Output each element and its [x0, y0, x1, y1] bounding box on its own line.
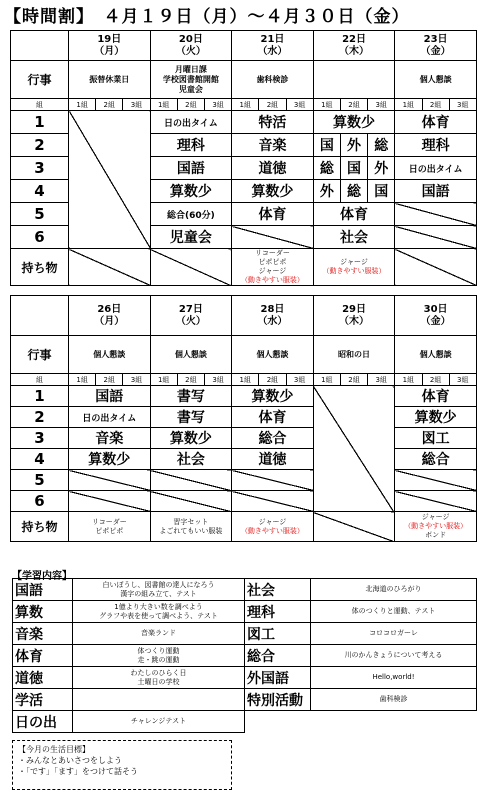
goal-title: 【今月の生活目標】 — [18, 745, 90, 754]
items-label: 持ち物 — [11, 512, 69, 542]
subject-cell: 道徳 — [232, 157, 314, 180]
goal-item: ・「です」「ます」をつけて話そう — [18, 767, 138, 776]
class-name: 1組 — [69, 374, 96, 386]
subject-cell: 総 — [313, 157, 340, 180]
learning-table — [12, 578, 477, 733]
learning-desc: 音楽ランド — [73, 623, 245, 645]
day-header — [69, 296, 151, 336]
subject-cell: 道徳 — [232, 449, 314, 470]
date: 21日 — [260, 33, 285, 45]
class-name: 3組 — [368, 99, 395, 111]
learning-row — [13, 711, 477, 733]
class-name: 3組 — [204, 374, 231, 386]
weekday: （水） — [257, 315, 288, 327]
subject-cell: 国語 — [395, 180, 477, 203]
weekday: （月） — [94, 315, 125, 327]
timetable-week2 — [10, 295, 477, 542]
items-cell — [313, 249, 395, 286]
class-name: 1組 — [232, 99, 259, 111]
learning-subject: 日の出 — [13, 711, 73, 733]
date: 22日 — [342, 33, 366, 45]
learning-desc: 川のかんきょうについて考える — [311, 645, 477, 667]
period-number: 3 — [11, 428, 69, 449]
learning-subject: 理科 — [245, 601, 311, 623]
class-name: 2組 — [177, 374, 204, 386]
day-header — [395, 31, 477, 61]
subject-cell: 国語 — [69, 386, 151, 407]
class-name: 2組 — [96, 374, 123, 386]
learning-subject: 社会 — [245, 579, 311, 601]
learning-subject: 体育 — [13, 645, 73, 667]
items-note: （動きやすい服装） — [240, 526, 304, 535]
items-cell — [150, 249, 232, 286]
items-text: ジャージ — [258, 517, 287, 526]
subject-cell: 日の出タイム — [69, 407, 151, 428]
event-cell: 個人懇談 — [69, 336, 151, 374]
event-cell: 個人懇談 — [150, 336, 232, 374]
subject-cell: 総 — [340, 180, 367, 203]
subject-cell: 算数少 — [150, 428, 232, 449]
period-row — [11, 449, 477, 470]
period-row — [11, 428, 477, 449]
subject-cell: 児童会 — [150, 226, 232, 249]
class-name: 1組 — [232, 374, 259, 386]
date: 30日 — [423, 303, 448, 315]
learning-subject: 特別活動 — [245, 689, 311, 711]
period-number: 3 — [11, 157, 69, 180]
class-name: 3組 — [123, 99, 150, 111]
period-number: 6 — [11, 226, 69, 249]
items-cell — [395, 512, 477, 542]
subject-cell: 理科 — [395, 134, 477, 157]
date-header-row — [11, 31, 477, 61]
items-cell — [232, 512, 314, 542]
subject-cell: 算数少 — [395, 407, 477, 428]
learning-desc: 1億より大きい数を調べよう グラフや表を使って調べよう、テスト — [73, 601, 245, 623]
timetable-week1 — [10, 30, 477, 286]
learning-title: 【学習内容】 — [12, 571, 72, 582]
period-number: 6 — [11, 491, 69, 512]
date: 19日 — [97, 33, 122, 45]
items-text: リコーダー ピポピポ — [91, 517, 127, 535]
items-label: 持ち物 — [11, 249, 69, 286]
empty-cell — [69, 470, 151, 491]
event-cell: 個人懇談 — [232, 336, 314, 374]
period-number: 1 — [11, 386, 69, 407]
class-name: 2組 — [422, 374, 449, 386]
holiday-cell — [313, 386, 395, 512]
class-name: 2組 — [177, 99, 204, 111]
learning-row — [13, 645, 477, 667]
learning-desc: チャレンジテスト — [73, 711, 245, 733]
date: 26日 — [97, 303, 122, 315]
class-name: 2組 — [96, 99, 123, 111]
items-row — [11, 512, 477, 542]
period-number: 1 — [11, 111, 69, 134]
subject-cell: 算数少 — [313, 111, 395, 134]
subject-cell: 国 — [313, 134, 340, 157]
subject-cell: 外 — [340, 134, 367, 157]
subject-cell: 総合 — [395, 449, 477, 470]
items-text: ジャージ — [340, 258, 368, 266]
subject-cell: 総合 — [232, 428, 314, 449]
event-cell: 振替休業日 — [69, 61, 151, 99]
class-name: 1組 — [150, 374, 177, 386]
learning-desc: 体つくり運動 走・跳の運動 — [73, 645, 245, 667]
period-row — [11, 386, 477, 407]
learning-subject: 算数 — [13, 601, 73, 623]
subject-cell: 書写 — [150, 386, 232, 407]
items-cell — [395, 249, 477, 286]
subject-cell: 日の出タイム — [150, 111, 232, 134]
day-header — [232, 31, 314, 61]
event-cell: 歯科検診 — [232, 61, 314, 99]
period-row — [11, 111, 477, 134]
weekday: （木） — [339, 315, 370, 327]
class-name: 3組 — [449, 374, 476, 386]
subject-cell: 体育 — [313, 203, 395, 226]
items-cell — [69, 512, 151, 542]
learning-subject: 音楽 — [13, 623, 73, 645]
learning-row — [13, 689, 477, 711]
event-label: 行事 — [11, 61, 69, 99]
day-header — [395, 296, 477, 336]
subject-cell: 算数少 — [232, 386, 314, 407]
learning-subject: 道徳 — [13, 667, 73, 689]
subject-cell: 特活 — [232, 111, 314, 134]
event-row — [11, 336, 477, 374]
learning-desc: コロコロガーレ — [311, 623, 477, 645]
event-cell: 月曜日課 学校図書館開館 児童会 — [150, 61, 232, 99]
period-number: 5 — [11, 470, 69, 491]
empty-cell — [232, 226, 314, 249]
subject-cell: 体育 — [395, 111, 477, 134]
empty-cell — [395, 470, 477, 491]
class-name: 2組 — [422, 99, 449, 111]
period-row — [11, 470, 477, 491]
items-cell — [313, 512, 395, 542]
period-number: 2 — [11, 134, 69, 157]
class-name: 1組 — [395, 99, 422, 111]
subject-cell: 体育 — [232, 407, 314, 428]
class-name: 1組 — [69, 99, 96, 111]
goal-item: ・みんなとあいさつをしよう — [18, 756, 122, 765]
items-text: 習字セット よごれてもいい服装 — [159, 517, 223, 535]
class-name: 1組 — [395, 374, 422, 386]
date: 28日 — [260, 303, 285, 315]
subject-cell: 算数少 — [150, 180, 232, 203]
learning-subject: 図工 — [245, 623, 311, 645]
learning-desc: 北海道のひろがり — [311, 579, 477, 601]
class-name: 2組 — [340, 99, 367, 111]
empty-cell — [232, 470, 314, 491]
items-note: （動きやすい服装） — [322, 267, 386, 275]
learning-desc: わたしのひらく日 土曜日の学校 — [73, 667, 245, 689]
period-row — [11, 407, 477, 428]
learning-subject: 学活 — [13, 689, 73, 711]
period-number: 2 — [11, 407, 69, 428]
class-name: 2組 — [340, 374, 367, 386]
learning-row — [13, 601, 477, 623]
period-row — [11, 491, 477, 512]
items-cell — [232, 249, 314, 286]
class-name: 3組 — [123, 374, 150, 386]
class-row — [11, 374, 477, 386]
learning-row — [13, 623, 477, 645]
class-label: 組 — [11, 99, 69, 111]
subject-cell: 国語 — [150, 157, 232, 180]
class-name: 3組 — [286, 99, 313, 111]
class-name: 1組 — [150, 99, 177, 111]
learning-desc: Hello,world! — [311, 667, 477, 689]
items-extra: ボンド — [425, 531, 447, 539]
period-number: 4 — [11, 180, 69, 203]
event-label: 行事 — [11, 336, 69, 374]
class-label: 組 — [11, 374, 69, 386]
holiday-cell — [69, 111, 151, 249]
learning-desc: 体のつくりと運動、テスト — [311, 601, 477, 623]
subject-cell: 音楽 — [232, 134, 314, 157]
weekday: （木） — [339, 45, 370, 57]
subject-cell: 社会 — [150, 449, 232, 470]
subject-cell: 総 — [368, 134, 395, 157]
subject-cell: 音楽 — [69, 428, 151, 449]
subject-cell: 社会 — [313, 226, 395, 249]
subject-cell: 国 — [340, 157, 367, 180]
items-row — [11, 249, 477, 286]
empty-cell — [395, 491, 477, 512]
learning-row — [13, 667, 477, 689]
weekday: （火） — [175, 315, 206, 327]
items-note: （動きやすい服装） — [404, 522, 468, 530]
empty-cell — [232, 491, 314, 512]
class-name: 1組 — [313, 374, 340, 386]
event-cell — [313, 61, 395, 99]
learning-subject: 総合 — [245, 645, 311, 667]
class-name: 3組 — [286, 374, 313, 386]
learning-desc: 白いぼうし、図書館の達人になろう 漢字の組み立て、テスト — [73, 579, 245, 601]
subject-cell: 算数少 — [232, 180, 314, 203]
empty-cell — [150, 491, 232, 512]
period-number: 4 — [11, 449, 69, 470]
items-note: （動きやすい服装） — [240, 276, 304, 284]
learning-desc: 歯科検診 — [311, 689, 477, 711]
subject-cell: 外 — [368, 157, 395, 180]
date: 20日 — [178, 33, 203, 45]
class-name: 3組 — [204, 99, 231, 111]
weekday: （月） — [94, 45, 125, 57]
weekday: （水） — [257, 45, 288, 57]
subject-cell: 日の出タイム — [395, 157, 477, 180]
day-header — [313, 296, 395, 336]
date: 27日 — [178, 303, 203, 315]
event-cell: 昭和の日 — [313, 336, 395, 374]
items-cell — [69, 249, 151, 286]
subject-cell: 国 — [368, 180, 395, 203]
event-cell: 個人懇談 — [395, 336, 477, 374]
class-name: 1組 — [313, 99, 340, 111]
class-name: 3組 — [368, 374, 395, 386]
learning-row — [13, 579, 477, 601]
empty-cell — [395, 203, 477, 226]
date: 29日 — [342, 303, 366, 315]
subject-cell: 外 — [313, 180, 340, 203]
event-cell: 個人懇談 — [395, 61, 477, 99]
items-text: リコーダー ピポピポ ジャージ — [255, 249, 290, 275]
class-name: 3組 — [449, 99, 476, 111]
corner-cell — [11, 31, 69, 61]
subject-cell: 書写 — [150, 407, 232, 428]
class-name: 2組 — [259, 99, 286, 111]
empty-cell — [69, 491, 151, 512]
monthly-goal-box — [12, 740, 232, 790]
weekday: （火） — [175, 45, 206, 57]
items-cell — [150, 512, 232, 542]
weekday: （金） — [420, 45, 451, 57]
weekday: （金） — [420, 315, 451, 327]
subject-cell: 体育 — [232, 203, 314, 226]
subject-cell: 総合(60分) — [150, 203, 232, 226]
empty-cell — [395, 226, 477, 249]
subject-cell: 体育 — [395, 386, 477, 407]
items-text: ジャージ — [421, 513, 450, 521]
empty-cell — [150, 470, 232, 491]
class-row — [11, 99, 477, 111]
day-header — [232, 296, 314, 336]
date-header-row — [11, 296, 477, 336]
day-header — [313, 31, 395, 61]
page-title: 【時間割】 ４月１９日（月）～４月３０日（金） — [4, 7, 410, 27]
date: 23日 — [423, 33, 448, 45]
subject-cell: 算数少 — [69, 449, 151, 470]
day-header — [150, 31, 232, 61]
period-number: 5 — [11, 203, 69, 226]
subject-cell: 理科 — [150, 134, 232, 157]
learning-desc — [73, 689, 245, 711]
corner-cell — [11, 296, 69, 336]
day-header — [69, 31, 151, 61]
learning-subject: 国語 — [13, 579, 73, 601]
subject-cell: 図工 — [395, 428, 477, 449]
learning-subject: 外国語 — [245, 667, 311, 689]
day-header — [150, 296, 232, 336]
blank-cell — [245, 711, 477, 733]
class-name: 2組 — [259, 374, 286, 386]
event-row — [11, 61, 477, 99]
